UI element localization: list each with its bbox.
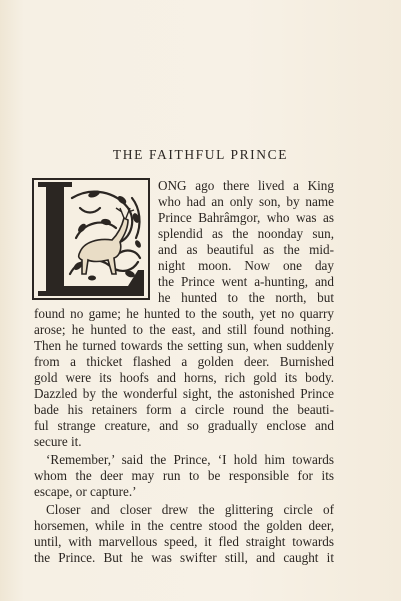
text-line: who had an only son, by name	[158, 194, 334, 209]
text-line: Dazzled by the wonderful sight, the astonished Prince	[34, 386, 334, 401]
text-line: ful strange creature, and so gradually enclose and	[34, 418, 334, 433]
text-line: whom the deer may run to be responsible for its	[34, 468, 334, 483]
text-line: the Prince went a-hunting, and	[158, 274, 334, 289]
text-line: ‘Remember,’ said the Prince, ‘I hold him towards	[46, 452, 334, 467]
text-line: until, with marvellous speed, it fled straight towards	[34, 534, 334, 549]
text-line: and as beautiful as the mid-	[158, 242, 334, 257]
text-line: Prince Bahrâmgor, who was as	[158, 210, 334, 225]
text-line: found no game; he hunted to the south, yet no quarry	[34, 306, 334, 321]
text-line: from a thicket flashed a golden deer. Burnished	[34, 354, 334, 369]
text-line: horsemen, while in the centre stood the golden deer,	[34, 518, 334, 533]
text-line: Then he turned towards the setting sun, when suddenly	[34, 338, 334, 353]
chapter-title: THE FAITHFUL PRINCE	[112, 147, 289, 162]
text-line: splendid as the noonday sun,	[158, 226, 334, 241]
text-line: bade his retainers form a circle round the beauti-	[34, 402, 334, 417]
text-line: secure it.	[34, 434, 82, 449]
decorated-initial-l	[32, 178, 150, 300]
text-line: night moon. Now one day	[158, 258, 334, 273]
text-line: the Prince. But he was swifter still, and caught it	[34, 550, 334, 565]
text-line: Closer and closer drew the glittering circle of	[46, 502, 334, 517]
text-line: gold were its hoofs and horns, rich gold its body.	[34, 370, 334, 385]
text-line: he hunted to the north, but	[158, 290, 334, 305]
text-line: escape, or capture.’	[34, 484, 137, 499]
text-line: arose; he hunted to the east, and still found nothing.	[34, 322, 334, 337]
text-line: ONG ago there lived a King	[158, 178, 334, 193]
